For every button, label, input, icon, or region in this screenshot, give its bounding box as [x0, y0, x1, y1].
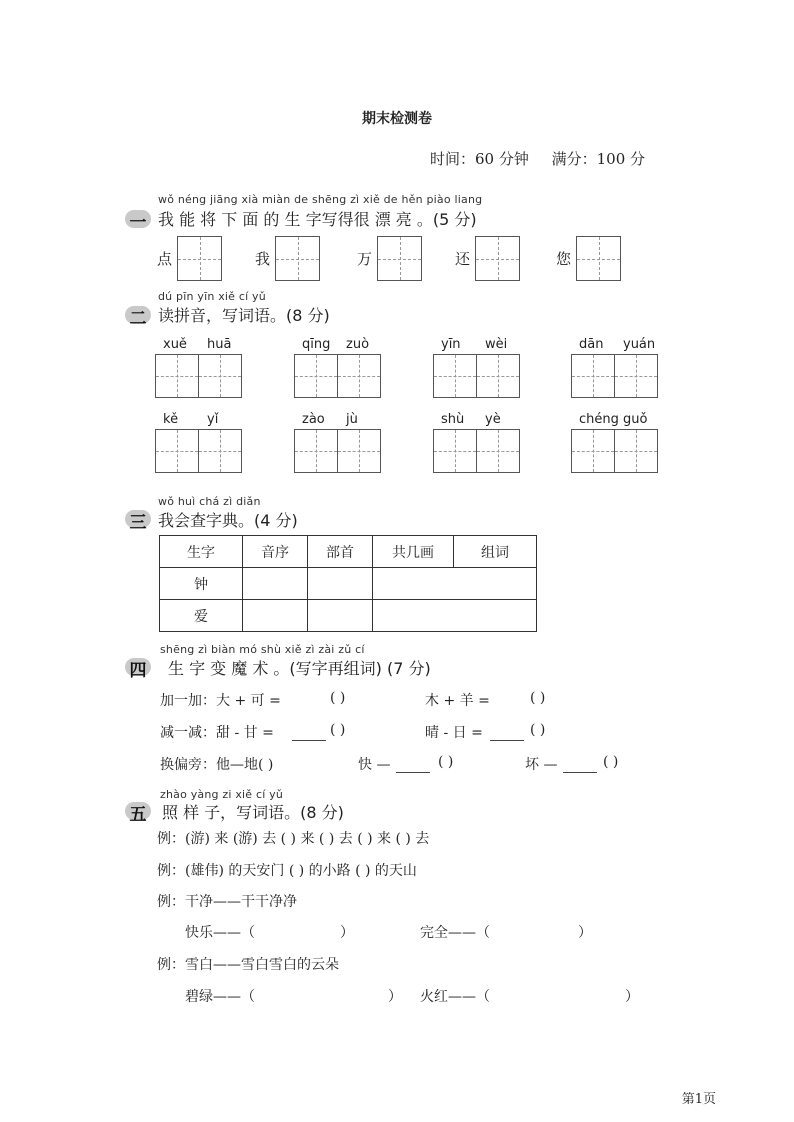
s1-char-label: 万	[357, 250, 373, 268]
s4-line3-d: 坏 —	[525, 757, 558, 773]
writing-cell[interactable]	[337, 354, 381, 398]
s4-line2-d[interactable]: ( )	[530, 722, 546, 738]
row-char: 爱	[160, 600, 243, 632]
s4-line2-a: 减一减：甜 - 甘 =	[160, 725, 274, 741]
s2-badge: 二	[125, 304, 153, 324]
pinyin-syllable: xuě	[163, 337, 187, 352]
s1-title: 我 能 将 下 面 的 生 字写得很 漂 亮 。(5 分)	[158, 210, 477, 229]
writing-cell[interactable]	[571, 354, 615, 398]
s1-char-label: 还	[455, 250, 471, 268]
s4-pinyin: shēng zì biàn mó shù xiě zì zài zǔ cí	[160, 643, 365, 656]
full-score: 满分：100 分	[551, 150, 646, 168]
s1-char-label: 您	[556, 250, 572, 268]
pinyin-syllable: guǒ	[623, 412, 648, 427]
pinyin-syllable: huā	[207, 337, 232, 352]
page-number: 第1页	[681, 1092, 716, 1107]
writing-cell[interactable]	[294, 429, 338, 473]
pinyin-syllable: chéng	[579, 412, 619, 427]
s5-badge: 五	[125, 800, 153, 820]
writing-cell[interactable]	[476, 354, 520, 398]
writing-cell[interactable]	[155, 354, 199, 398]
writing-cell-pair	[294, 354, 380, 398]
exam-meta	[430, 148, 663, 169]
pinyin-syllable: wèi	[485, 337, 508, 352]
writing-cell-pair	[433, 429, 519, 473]
writing-cell[interactable]	[337, 429, 381, 473]
header-radical: 部首	[308, 536, 373, 568]
writing-cell-pair	[571, 354, 657, 398]
header-words: 组词	[454, 536, 537, 568]
pinyin-syllable: dān	[579, 337, 604, 352]
header-initial: 音序	[243, 536, 308, 568]
answer-cell[interactable]	[243, 600, 308, 632]
s4-line3-a: 换偏旁：他—地( )	[160, 757, 274, 773]
s3-pinyin: wǒ huì chá zì diǎn	[158, 495, 261, 508]
s4-line3-b: 快 —	[358, 757, 391, 773]
writing-cell[interactable]	[571, 429, 615, 473]
s5-line2: 例：(雄伟) 的天安门 ( ) 的小路 ( ) 的天山	[157, 863, 417, 879]
writing-cell[interactable]	[614, 429, 658, 473]
row-char: 钟	[160, 568, 243, 600]
table-row	[160, 600, 537, 632]
s4-badge: 四	[125, 656, 153, 676]
writing-cell-pair	[433, 354, 519, 398]
writing-cell[interactable]	[275, 236, 320, 281]
writing-cell[interactable]	[433, 429, 477, 473]
s5-line5: 例：雪白——雪白雪白的云朵	[157, 957, 339, 973]
answer-blank[interactable]	[563, 758, 597, 773]
answer-cell[interactable]	[373, 600, 537, 632]
pinyin-syllable: yīn	[441, 337, 461, 352]
pinyin-syllable: jù	[346, 412, 358, 427]
s2-pinyin: dú pīn yīn xiě cí yǔ	[158, 290, 266, 303]
pinyin-syllable: yuán	[623, 337, 656, 352]
writing-cell[interactable]	[475, 236, 520, 281]
writing-cell[interactable]	[294, 354, 338, 398]
pinyin-syllable: yǐ	[207, 412, 219, 427]
s4-line1-c: 木 + 羊 =	[425, 693, 490, 709]
answer-cell[interactable]	[308, 568, 373, 600]
s3-badge: 三	[125, 508, 153, 528]
s1-char-label: 点	[157, 250, 173, 268]
time-limit: 时间：60 分钟	[430, 150, 529, 168]
dictionary-table	[159, 535, 537, 632]
writing-cell[interactable]	[198, 429, 242, 473]
page-title: 期末检测卷	[362, 111, 432, 127]
pinyin-syllable: kě	[163, 412, 179, 427]
s4-line3-c[interactable]: ( )	[438, 754, 454, 770]
pinyin-syllable: zào	[302, 412, 325, 427]
pinyin-syllable: yè	[485, 412, 501, 427]
writing-cell[interactable]	[177, 236, 222, 281]
writing-cell-pair	[294, 429, 380, 473]
s5-pinyin: zhào yàng zi xiě cí yǔ	[160, 788, 284, 801]
pinyin-syllable: zuò	[346, 337, 370, 352]
answer-blank[interactable]	[490, 726, 524, 741]
s5-line1: 例：(游) 来 (游) 去 ( ) 来 ( ) 去 ( ) 来 ( ) 去	[157, 831, 430, 847]
answer-cell[interactable]	[308, 600, 373, 632]
s3-title: 我会查字典。(4 分)	[158, 511, 298, 530]
table-row	[160, 568, 537, 600]
s5-line4-b: ）	[340, 925, 354, 941]
s4-line1-a: 加一加：大 + 可 =	[160, 693, 281, 709]
writing-cell-pair	[155, 354, 241, 398]
s5-line6-b: ）	[388, 989, 402, 1005]
writing-cell[interactable]	[433, 354, 477, 398]
s4-line3-e[interactable]: ( )	[603, 754, 619, 770]
header-char: 生字	[160, 536, 243, 568]
writing-cell[interactable]	[614, 354, 658, 398]
s5-line4-d: ）	[578, 925, 592, 941]
s4-title: 生 字 变 魔 术 。(写字再组词) (7 分)	[168, 659, 431, 678]
s5-line6-c: 火红——（	[420, 989, 490, 1005]
writing-cell[interactable]	[198, 354, 242, 398]
s1-pinyin: wǒ néng jiāng xià miàn de shēng zì xiě de hěn piào liang	[158, 193, 483, 206]
table-header-row	[160, 536, 537, 568]
s5-line4-a: 快乐——（	[185, 925, 255, 941]
s4-line1-b[interactable]: ( )	[330, 690, 346, 706]
s1-char-label: 我	[255, 250, 271, 268]
s4-line2-c: 晴 - 日 =	[425, 725, 483, 741]
s5-line4-c: 完全——（	[420, 925, 490, 941]
writing-cell-pair	[155, 429, 241, 473]
answer-blank[interactable]	[396, 758, 430, 773]
s4-line1-d[interactable]: ( )	[530, 690, 546, 706]
s5-title: 照 样 子，写词语。(8 分)	[162, 803, 344, 822]
s2-title: 读拼音，写词语。(8 分)	[158, 306, 330, 325]
answer-blank[interactable]	[292, 726, 326, 741]
writing-cell[interactable]	[377, 236, 422, 281]
answer-cell[interactable]	[243, 568, 308, 600]
answer-cell[interactable]	[373, 568, 537, 600]
pinyin-syllable: qīng	[302, 337, 331, 352]
s5-line6-a: 碧绿——（	[185, 989, 255, 1005]
writing-cell[interactable]	[155, 429, 199, 473]
pinyin-syllable: shù	[441, 412, 465, 427]
writing-cell[interactable]	[476, 429, 520, 473]
writing-cell[interactable]	[576, 236, 621, 281]
header-strokes: 共几画	[373, 536, 454, 568]
writing-cell-pair	[571, 429, 657, 473]
s5-line3: 例：干净——干干净净	[157, 894, 297, 910]
s1-badge: 一	[125, 208, 153, 228]
s4-line2-b[interactable]: ( )	[330, 722, 346, 738]
s5-line6-d: ）	[625, 989, 639, 1005]
